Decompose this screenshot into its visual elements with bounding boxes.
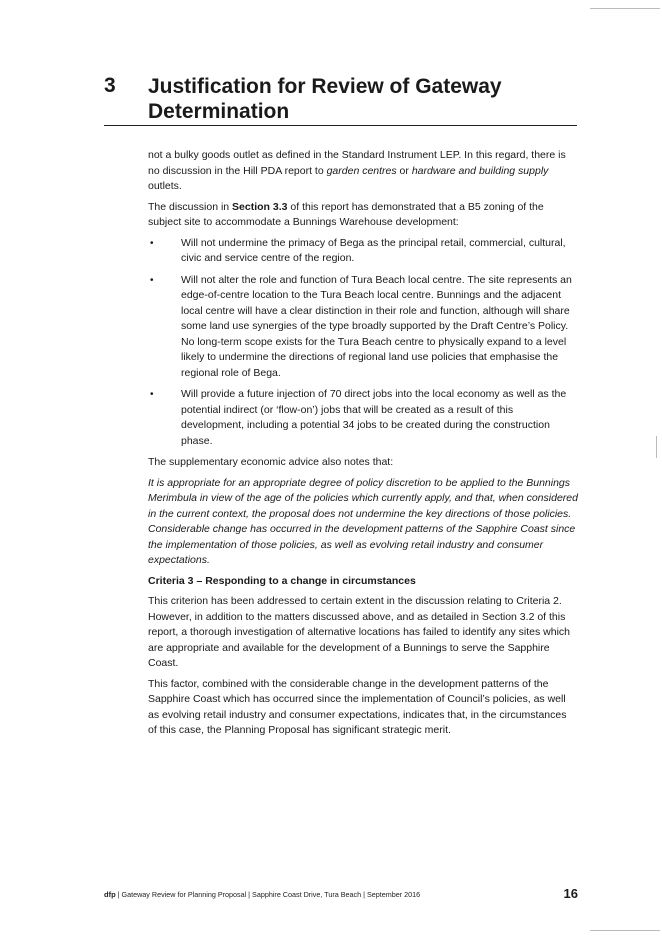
footer-brand: dfp (104, 890, 116, 899)
section-number: 3 (104, 74, 116, 97)
heading-divider (104, 125, 577, 126)
section-reference: Section 3.3 (232, 200, 288, 213)
supplementary-intro: The supplementary economic advice also notes that: (148, 456, 394, 468)
block-quote: It is appropriate for an appropriate degree of policy discretion to be applied to the Bunnings Merimbula in view of the age of the policies which currently apply, and that, when considered in the current context, the proposal does not undermine the key directions of those policies. Considerable change has occurred in the development patterns of the Sapphire Coast since the implementation of those policies, as well as evolving retail industry and consumer expectations. (148, 476, 578, 566)
page-number: 16 (563, 886, 578, 901)
criteria-paragraph-2: This factor, combined with the considerable change in the development patterns of the Sapphire Coast which has occurred since the implementation of Council’s policies, as well as evolving retail industry and consumer expectations, indicates that, in the circumstances of this case, the Planning Proposal has significant strategic merit. (148, 677, 567, 736)
bullet-item: • Will provide a future injection of 70 direct jobs into the local economy as well as the potential indirect (or ‘flow-on’) jobs that will be created as a result of this development, including a potential 34 jobs to be created during the construction phase. (150, 388, 567, 447)
criteria-heading: Criteria 3 – Responding to a change in circumstances (148, 574, 416, 587)
bullet-icon: • (150, 237, 154, 249)
scan-edge-mark (590, 8, 660, 9)
page-footer (104, 890, 579, 899)
bullet-item: • Will not undermine the primacy of Bega as the principal retail, commercial, cultural, civic and service centre of the region. (150, 236, 566, 264)
body-content (148, 148, 578, 744)
bullet-icon: • (150, 274, 154, 286)
emphasis-hardware: hardware and building supply (411, 164, 549, 177)
scan-edge-mark (656, 436, 657, 458)
bullet-icon: • (150, 389, 154, 400)
footer-text: | Gateway Review for Planning Proposal | Sapphire Coast Drive, Tura Beach | September 2016 (115, 890, 421, 899)
scan-edge-mark (590, 930, 660, 931)
paragraph-1: not a bulky goods outlet as defined in the Standard Instrument LEP. In this regard, there is no discussion in the Hill PDA report to garden centres or hardware and building supply outlets. (148, 149, 566, 192)
section-title: Justification for Review of Gateway Determination (148, 75, 502, 123)
bullet-item: • Will not alter the role and function of Tura Beach local centre. The site represents an edge-of-centre location to the Tura Beach local centre. Bunnings and the adjacent local centre will have a clear distinction in their role and function, although will share some land use synergies of the type broadly supported by the Draft Centre’s Policy. No long-term scope exists for the Tura Beach centre to physically expand to a level likely to undermine the directions of regional land use policies that emphasise the regional role of Bega. (150, 273, 572, 379)
emphasis-garden-centres: garden centres (326, 164, 397, 177)
bullet-list (148, 236, 578, 450)
paragraph-2: The discussion in Section 3.3 of this report has demonstrated that a B5 zoning of the subject site to accommodate a Bunnings Warehouse development: (148, 200, 544, 228)
criteria-paragraph-1: This criterion has been addressed to certain extent in the discussion relating to Criteria 2. However, in addition to the matters discussed above, and as detailed in Section 3.2 of this report, a thorough investigation of alternative locations has failed to identify any sites which are appropriate and available for the development of a Bunnings to serve the Sapphire Coast. (148, 595, 570, 669)
